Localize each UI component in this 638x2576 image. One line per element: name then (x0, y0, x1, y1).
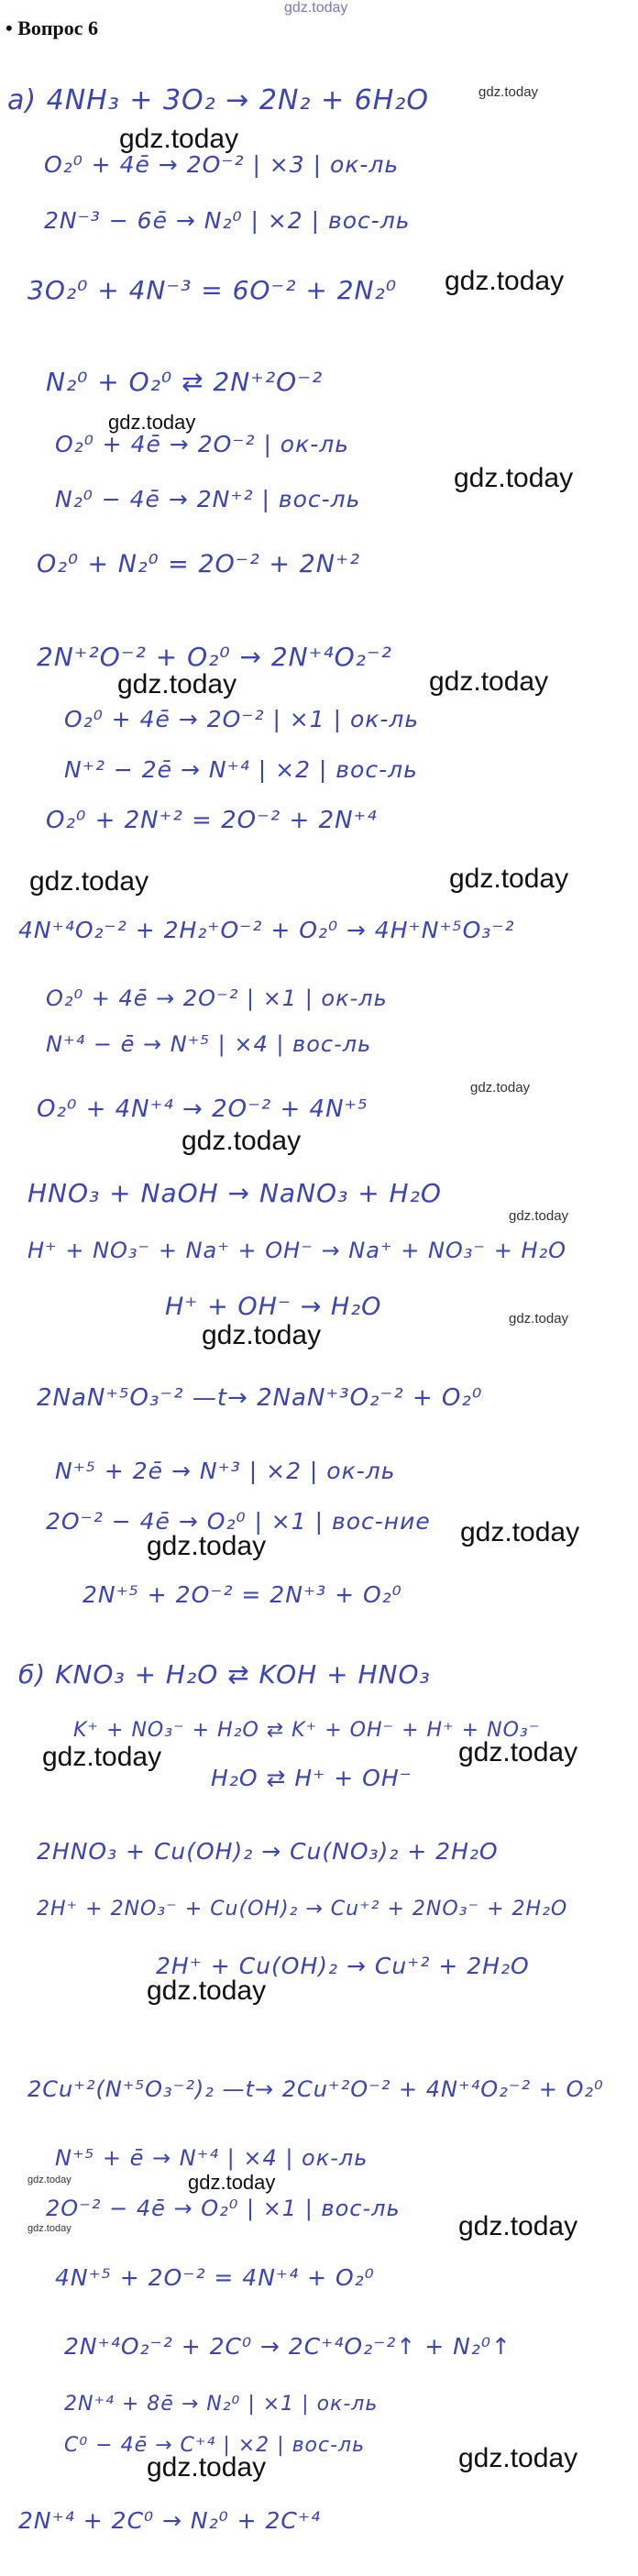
equation-line: 2Cu⁺²(N⁺⁵O₃⁻²)₂ —t→ 2Cu⁺²O⁻² + 4N⁺⁴O₂⁻² + O₂⁰ (28, 2076, 604, 2102)
watermark: gdz.today (42, 1742, 162, 1772)
watermark: gdz.today (147, 1531, 267, 1561)
watermark: gdz.today (117, 669, 237, 699)
equation-line: N⁺⁴ − ē → N⁺⁵ | ×4 | вос-ль (46, 1031, 372, 1057)
equation-line: H₂O ⇄ H⁺ + OH⁻ (211, 1765, 412, 1791)
equation-line: 4N⁺⁴O₂⁻² + 2H₂⁺O⁻² + O₂⁰ → 4H⁺N⁺⁵O₃⁻² (18, 917, 515, 943)
watermark: gdz.today (470, 1080, 531, 1095)
watermark: gdz.today (29, 866, 149, 897)
equation-line: 3O₂⁰ + 4N⁻³ = 6O⁻² + 2N₂⁰ (28, 275, 397, 305)
watermark: gdz.today (182, 1126, 302, 1156)
equation-line: 2N⁺⁴O₂⁻² + 2C⁰ → 2C⁺⁴O₂⁻²↑ + N₂⁰↑ (64, 2333, 512, 2360)
watermark: gdz.today (202, 1320, 322, 1350)
watermark: gdz.today (460, 1517, 580, 1547)
equation-line: 2NaN⁺⁵O₃⁻² —t→ 2NaN⁺³O₂⁻² + O₂⁰ (37, 1384, 483, 1412)
equation-line: 2HNO₃ + Cu(OH)₂ → Cu(NO₃)₂ + 2H₂O (37, 1838, 499, 1865)
equation-line: 2H⁺ + 2NO₃⁻ + Cu(OH)₂ → Cu⁺² + 2NO₃⁻ + 2H₂O (37, 1898, 568, 1921)
watermark: gdz.today (458, 2211, 578, 2241)
equation-line: H⁺ + NO₃⁻ + Na⁺ + OH⁻ → Na⁺ + NO₃⁻ + H₂O (28, 1238, 567, 1263)
watermark: gdz.today (478, 84, 539, 100)
equation-line: 2O⁻² − 4ē → O₂⁰ | ×1 | вос-ние (46, 1508, 431, 1535)
equation-line: 2O⁻² − 4ē → O₂⁰ | ×1 | вос-ль (46, 2196, 401, 2221)
equation-line: N⁺² − 2ē → N⁺⁴ | ×2 | вос-ль (64, 756, 418, 783)
watermark: gdz.today (458, 1737, 578, 1767)
watermark: gdz.today (449, 864, 569, 894)
equation-line: H⁺ + OH⁻ → H₂O (165, 1293, 382, 1321)
watermark: gdz.today (147, 2452, 267, 2482)
equation-line: N⁺⁵ + 2ē → N⁺³ | ×2 | ок-ль (55, 1458, 396, 1484)
equation-line: N₂⁰ − 4ē → 2N⁺² | вос-ль (55, 486, 361, 512)
watermark: gdz.today (445, 266, 565, 296)
top-watermark: gdz.today (284, 0, 348, 16)
equation-line: O₂⁰ + 4ē → 2O⁻² | ×1 | ок-ль (64, 706, 420, 732)
equation-line: а) 4NH₃ + 3O₂ → 2N₂ + 6H₂O (7, 84, 429, 116)
equation-line: N₂⁰ + O₂⁰ ⇄ 2N⁺²O⁻² (46, 367, 324, 397)
equation-line: O₂⁰ + 4ē → 2O⁻² | ×3 | ок-ль (44, 151, 400, 178)
equation-line: O₂⁰ + 2N⁺² = 2O⁻² + 2N⁺⁴ (46, 807, 378, 834)
equation-line: C⁰ − 4ē → C⁺⁴ | ×2 | вос-ль (64, 2434, 366, 2457)
equation-line: 2N⁺⁴ + 2C⁰ → N₂⁰ + 2C⁺⁴ (18, 2507, 322, 2534)
watermark: gdz.today (509, 1208, 569, 1224)
watermark: gdz.today (509, 1311, 569, 1327)
watermark: gdz.today (458, 2443, 578, 2473)
equation-line: O₂⁰ + 4ē → 2O⁻² | ок-ль (55, 431, 349, 457)
equation-line: 4N⁺⁵ + 2O⁻² = 4N⁺⁴ + O₂⁰ (55, 2264, 375, 2291)
equation-line: 2N⁻³ − 6ē → N₂⁰ | ×2 | вос-ль (44, 207, 411, 234)
watermark: gdz.today (28, 2223, 72, 2234)
equation-line: N⁺⁵ + ē → N⁺⁴ | ×4 | ок-ль (55, 2145, 368, 2171)
equation-line: HNO₃ + NaOH → NaNO₃ + H₂O (28, 1178, 442, 1208)
watermark: gdz.today (108, 411, 196, 434)
equation-line: O₂⁰ + 4ē → 2O⁻² | ×1 | ок-ль (46, 985, 388, 1011)
question-title: • Вопрос 6 (6, 17, 99, 39)
watermark: gdz.today (147, 1976, 267, 2006)
equation-line: O₂⁰ + 4N⁺⁴ → 2O⁻² + 4N⁺⁵ (37, 1095, 368, 1123)
watermark: gdz.today (28, 2174, 72, 2185)
watermark: gdz.today (429, 666, 549, 697)
equation-line: б) KNO₃ + H₂O ⇄ KOH + HNO₃ (18, 1659, 431, 1690)
equation-line: 2N⁺²O⁻² + O₂⁰ → 2N⁺⁴O₂⁻² (37, 642, 392, 672)
equation-line: 2N⁺⁵ + 2O⁻² = 2N⁺³ + O₂⁰ (82, 1581, 402, 1608)
watermark: gdz.today (119, 124, 239, 154)
watermark: gdz.today (454, 463, 574, 493)
watermark: gdz.today (188, 2171, 276, 2194)
equation-line: O₂⁰ + N₂⁰ = 2O⁻² + 2N⁺² (37, 550, 361, 578)
equation-line: 2N⁺⁴ + 8ē → N₂⁰ | ×1 | ок-ль (64, 2393, 379, 2416)
equation-line: K⁺ + NO₃⁻ + H₂O ⇄ K⁺ + OH⁻ + H⁺ + NO₃⁻ (73, 1719, 541, 1742)
equation-line: 2H⁺ + Cu(OH)₂ → Cu⁺² + 2H₂O (156, 1953, 530, 1979)
